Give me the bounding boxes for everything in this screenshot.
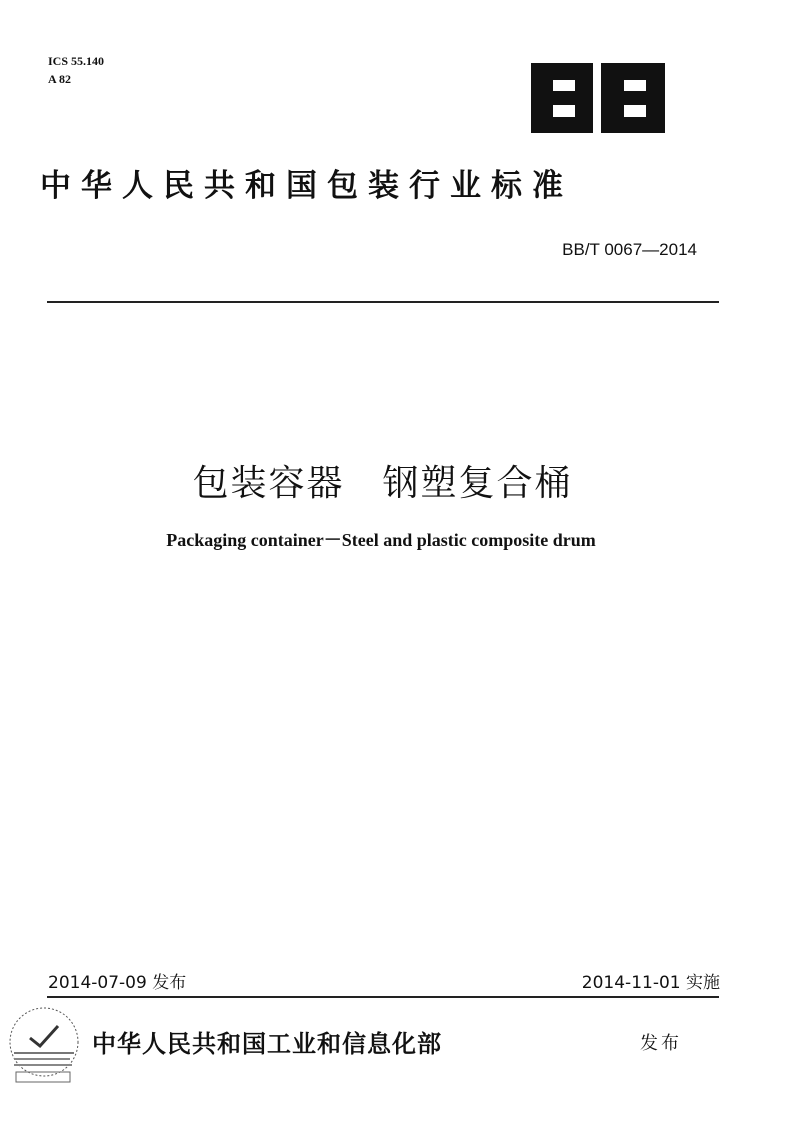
- issue-date: 2014-07-09 发布: [48, 973, 187, 993]
- bb-logo: [531, 63, 665, 133]
- ics-code: ICS 55.140: [48, 54, 105, 68]
- publisher-suffix: 发布: [640, 1033, 682, 1054]
- publisher-name: 中华人民共和国工业和信息化部: [92, 1029, 442, 1058]
- document-title-english: Packaging container－Steel and plastic composite drum: [166, 530, 596, 550]
- top-divider: [47, 301, 719, 303]
- bottom-divider: [47, 996, 719, 998]
- organization-title: 中华人民共和国包装行业标准: [40, 168, 573, 204]
- document-title-chinese: 包装容器 钢塑复合桶: [192, 463, 573, 504]
- ccs-code: A 82: [48, 72, 72, 86]
- standard-number: BB/T 0067—2014: [562, 240, 697, 259]
- classification-codes: [48, 52, 104, 88]
- publisher-stamp: [4, 1002, 90, 1088]
- implementation-date: 2014-11-01 实施: [581, 973, 720, 993]
